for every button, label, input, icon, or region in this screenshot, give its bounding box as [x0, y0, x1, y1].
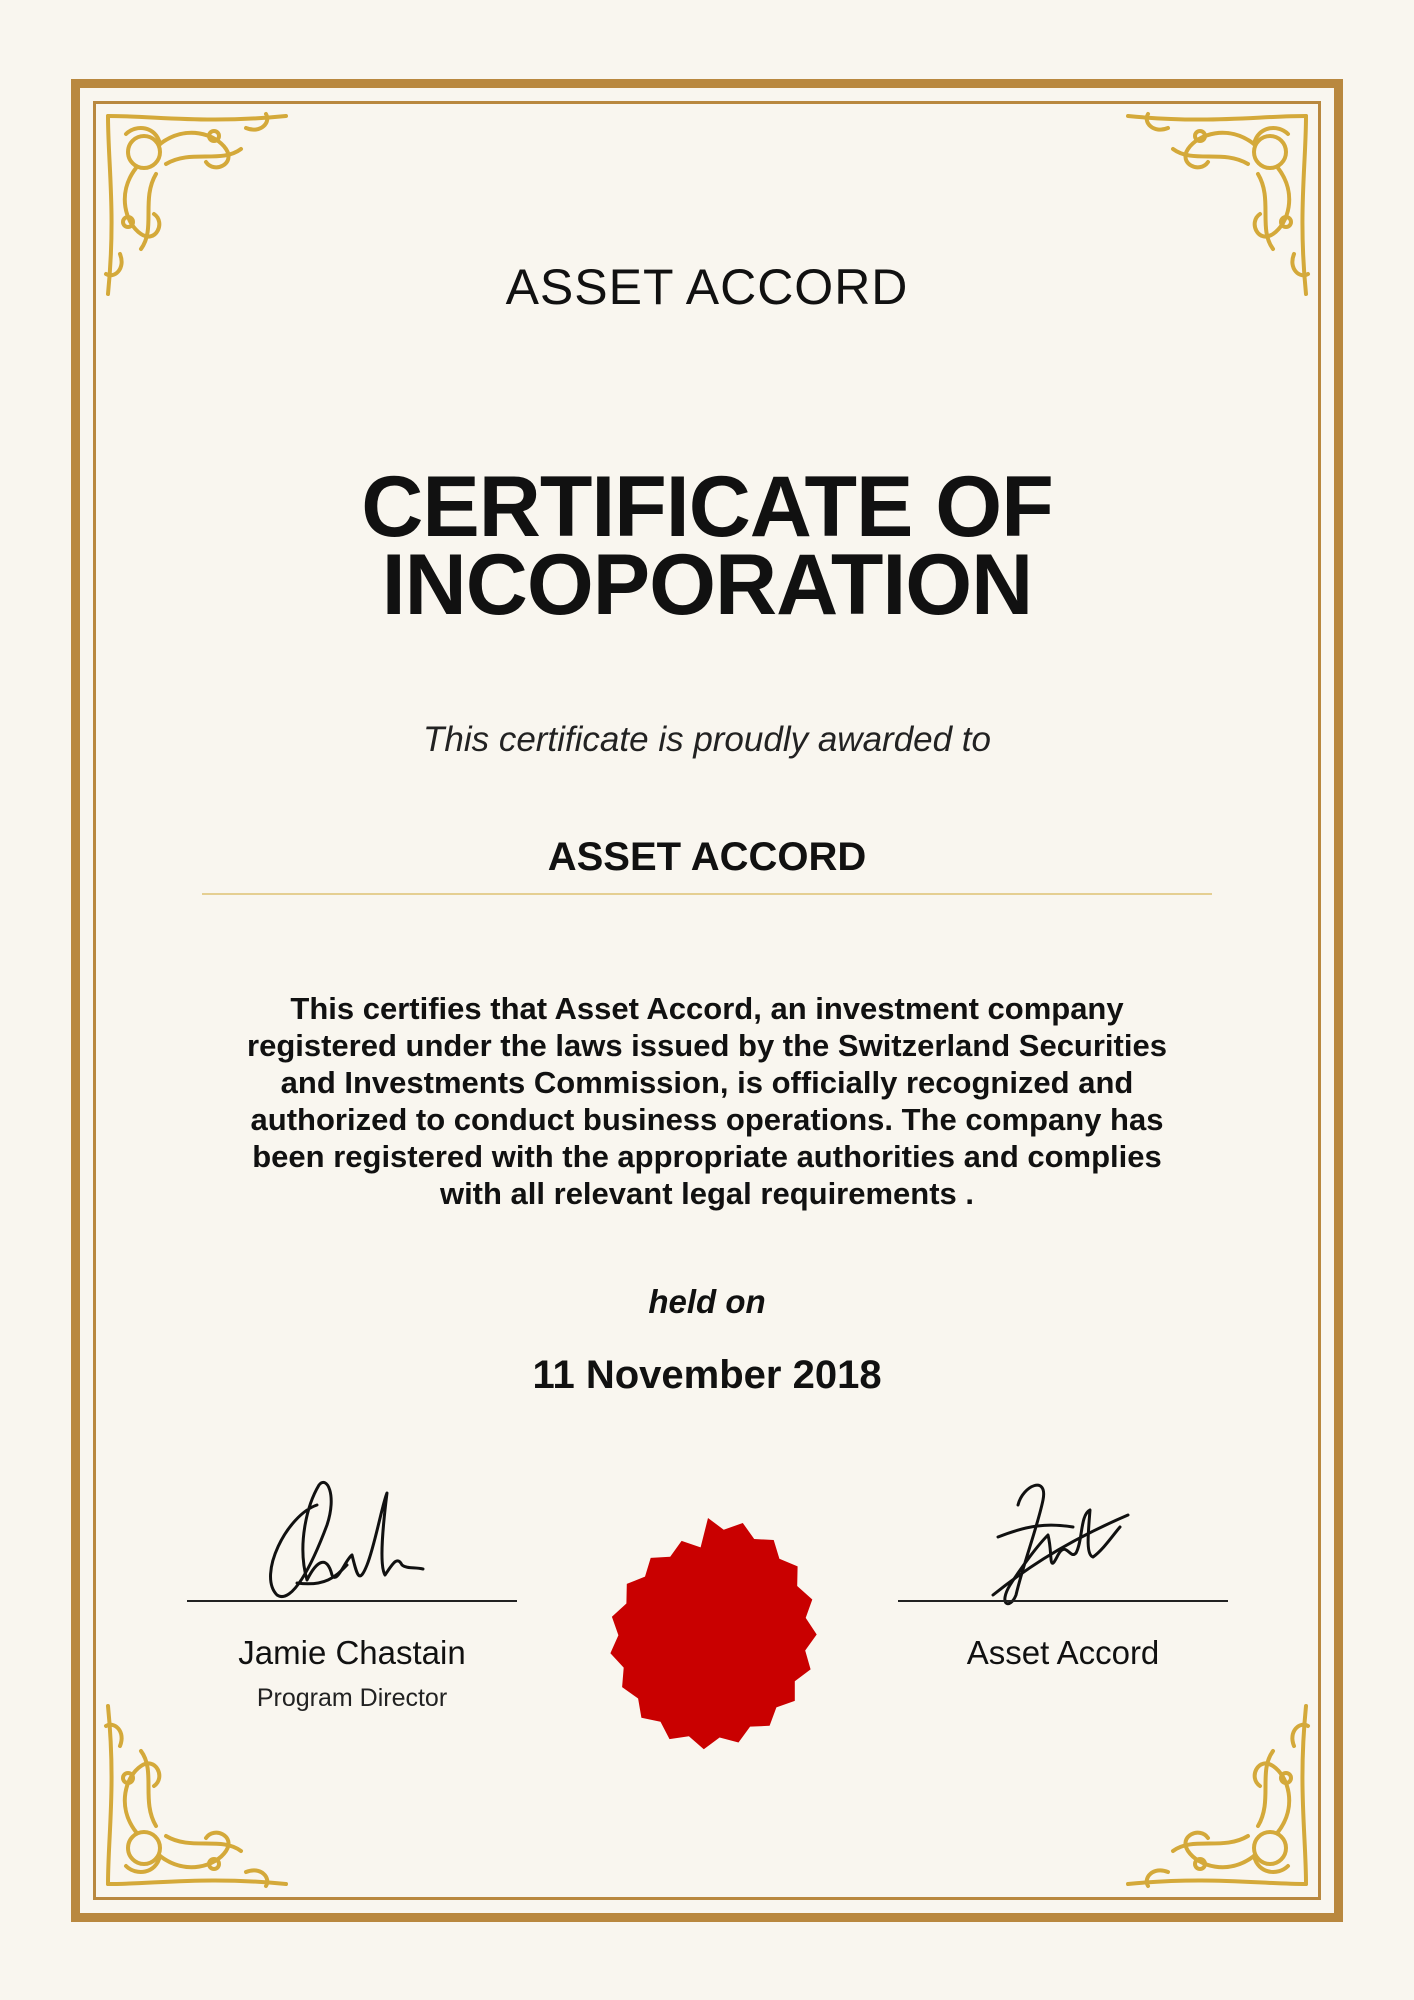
corner-ornament-bottom-right-icon	[1098, 1676, 1318, 1896]
awarded-text: This certificate is proudly awarded to	[422, 720, 992, 759]
signature-left-mark	[187, 1465, 517, 1615]
signature-right-line	[898, 1600, 1228, 1602]
signature-left-name: Jamie Chastain	[238, 1634, 466, 1671]
signature-right-mark	[898, 1465, 1228, 1615]
signature-left-line	[187, 1600, 517, 1602]
recipient-name: ASSET ACCORD	[547, 835, 867, 879]
recipient-divider	[202, 893, 1212, 895]
certificate-title-line-2: INCOPORATION	[381, 537, 1033, 633]
signature-left-role: Program Director	[256, 1684, 448, 1712]
organization-name: ASSET ACCORD	[505, 259, 909, 315]
certificate-date: 11 November 2018	[532, 1353, 882, 1397]
certificate-title-line-1: CERTIFICATE OF	[361, 459, 1053, 555]
certificate-title	[0, 459, 1414, 633]
signature-right-name: Asset Accord	[966, 1634, 1160, 1671]
held-on-label: held on	[648, 1283, 766, 1320]
red-seal-icon	[583, 1516, 833, 1766]
certificate-body: This certifies that Asset Accord, an investment company registered under the laws issued by the Switzerland Securities and Investments Commission, is officially recognized and authorized to conduct business operations. The company has been registered with the appropriate authorities and complies with all relevant legal requirements .	[247, 991, 1167, 1211]
